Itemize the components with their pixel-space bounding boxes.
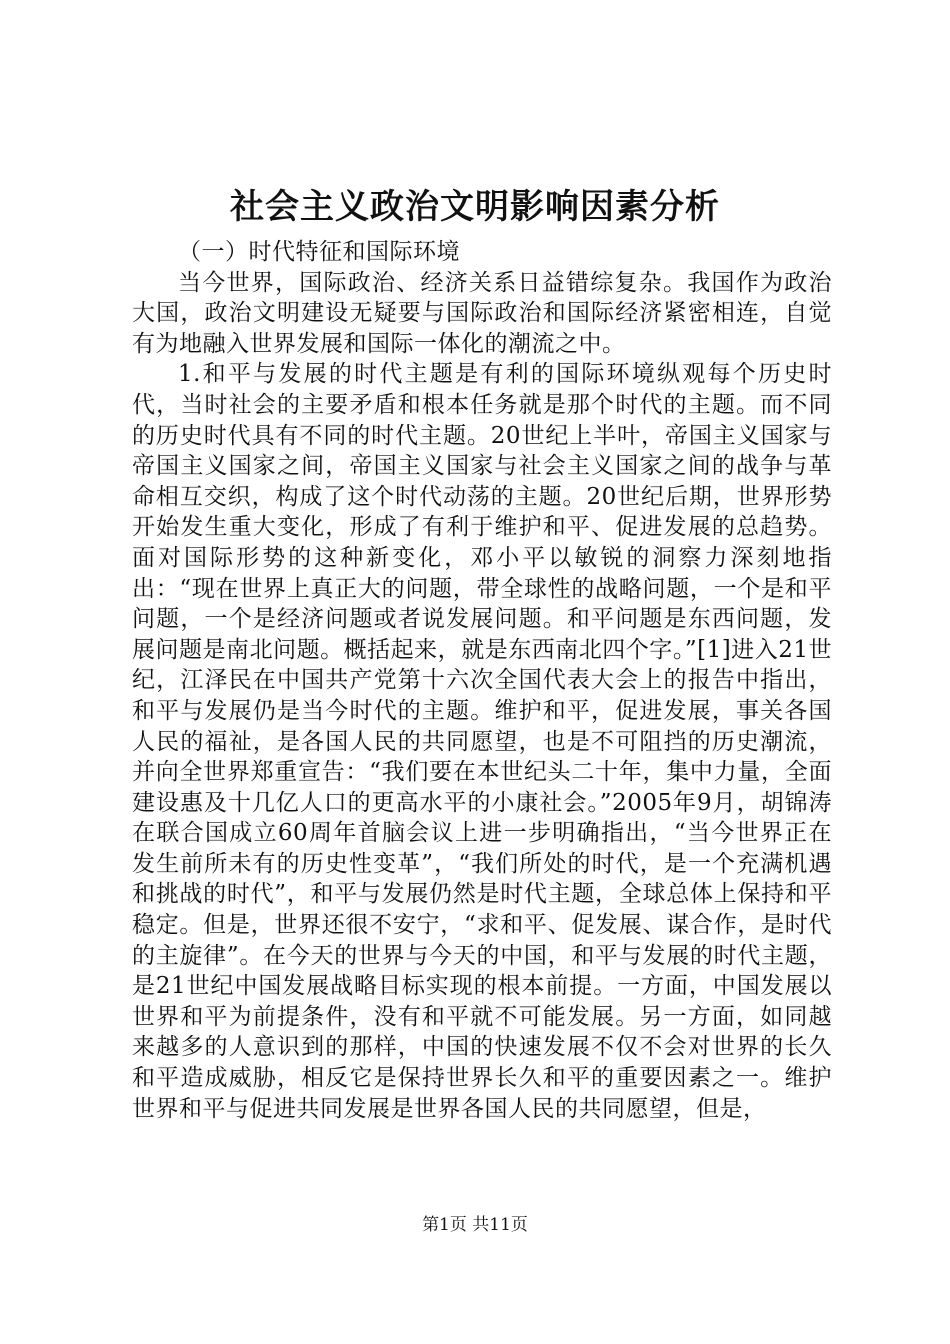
section-heading: （一）时代特征和国际环境 bbox=[178, 239, 460, 265]
page-total: 共11页 bbox=[472, 1215, 528, 1235]
page-number: 第1页 bbox=[422, 1215, 467, 1235]
document-body bbox=[132, 237, 832, 1124]
document-title: 社会主义政治文明影响因素分析 bbox=[230, 187, 720, 227]
paragraph: 1.和平与发展的时代主题是有利的国际环境纵观每个历史时代，当时社会的主要矛盾和根本任务就是那个时代的主题。而不同的历史时代具有不同的时代主题。20世纪上半叶，帝国主义国家与帝国主义国家之间，帝国主义国家与社会主义国家之间的战争与革命相互交织，构成了这个时代动荡的主题。20世纪后期，世界形势开始发生重大变化，形成了有利于维护和平、促进发展的总趋势。面对国际形势的这种新变化，邓小平以敏锐的洞察力深刻地指出：“现在世界上真正大的问题，带全球性的战略问题，一个是和平问题，一个是经济问题或者说发展问题。和平问题是东西问题，发展问题是南北问题。概括起来，就是东西南北四个字。”[1]进入21世纪，江泽民在中国共产党第十六次全国代表大会上的报告中指出，和平与发展仍是当今时代的主题。维护和平，促进发展，事关各国人民的福祉，是各国人民的共同愿望，也是不可阻挡的历史潮流，并向全世界郑重宣告：“我们要在本世纪头二十年，集中力量，全面建设惠及十几亿人口的更高水平的小康社会。”2005年9月，胡锦涛在联合国成立60周年首脑会议上进一步明确指出，“当今世界正在发生前所未有的历史性变革”，“我们所处的时代，是一个充满机遇和挑战的时代”，和平与发展仍然是时代主题，全球总体上保持和平稳定。但是，世界还很不安宁，“求和平、促发展、谋合作，是时代的主旋律”。在今天的世界与今天的中国，和平与发展的时代主题，是21世纪中国发展战略目标实现的根本前提。一方面，中国发展以世界和平为前提条件，没有和平就不可能发展。另一方面，如同越来越多的人意识到的那样，中国的快速发展不仅不会对世界的长久和平造成威胁，相反它是保持世界长久和平的重要因素之一。维护世界和平与促进共同发展是世界各国人民的共同愿望，但是， bbox=[132, 361, 832, 1122]
paragraph: 当今世界，国际政治、经济关系日益错综复杂。我国作为政治大国，政治文明建设无疑要与国际政治和国际经济紧密相连，自觉有为地融入世界发展和国际一体化的潮流之中。 bbox=[132, 269, 832, 357]
page-footer bbox=[0, 1213, 950, 1237]
